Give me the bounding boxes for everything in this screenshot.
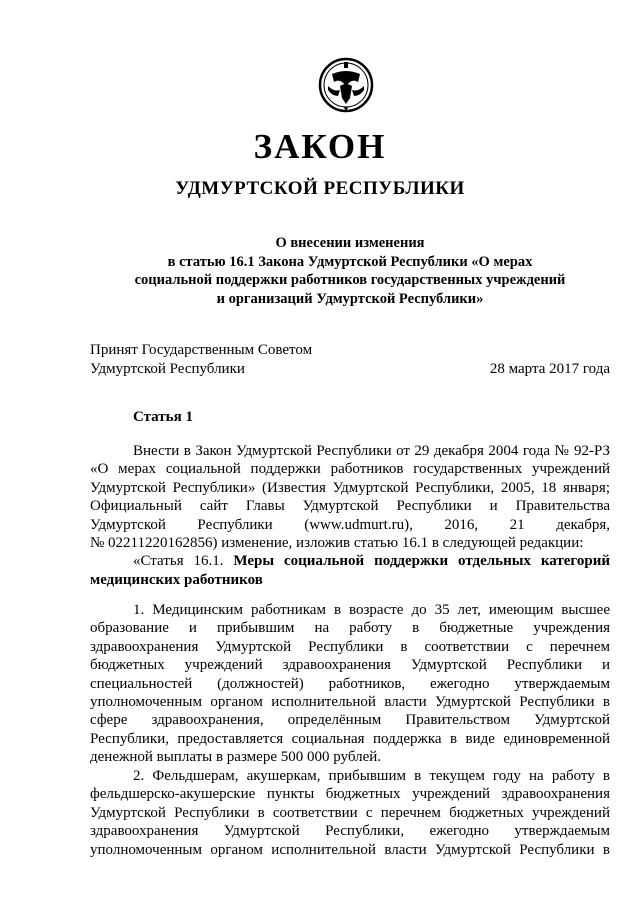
text-line: Внести в Закон Удмуртской Республики от 29 декабря 2004 года № 92-РЗ xyxy=(133,443,610,459)
quoted-article-title xyxy=(90,552,610,570)
coat-of-arms-emblem xyxy=(318,52,374,118)
text-line: Республики, предоставляется социальная поддержка в виде единовременной xyxy=(90,730,610,747)
quoted-article-title-part1: Меры социальной поддержки отдельных категорий xyxy=(233,553,610,570)
text-line: Официальный сайт Главы Удмуртской Республики и Правительства xyxy=(90,498,610,515)
text-line: Удмуртской Республики» (Известия Удмуртской Республики, 2005, 18 января; xyxy=(90,479,610,496)
heading-line: и организаций Удмуртской Республики» xyxy=(216,290,484,307)
text-line: здравоохранения Удмуртской Республики, ежегодно утверждаемым xyxy=(90,823,610,840)
text-line: 2. Фельдшерам, акушеркам, прибывшим в текущем году на работу в xyxy=(133,768,610,784)
adopted-by-line: Принят Государственным Советом xyxy=(90,342,313,358)
text-line: образование и прибывшим на работу в бюджетные учреждения xyxy=(90,620,610,637)
heading-line: социальной поддержки работников государственных учреждений xyxy=(134,272,566,288)
text-line: денежной выплаты в размере 500 000 рублей. xyxy=(90,749,382,766)
text-line: специальностей (должностей) работников, ежегодно утверждаемым xyxy=(90,675,610,692)
article-title: Статья 1 xyxy=(133,409,193,425)
heading-line: в статью 16.1 Закона Удмуртской Республики «О мерах xyxy=(167,253,533,270)
text-line: здравоохранения Удмуртской Республики в соответствии с перечнем xyxy=(90,638,610,655)
paragraph-2 xyxy=(90,767,610,859)
text-line: 1. Медицинским работникам в возрасте до 35 лет, имеющим высшее xyxy=(133,602,610,618)
text-line: фельдшерско-акушерские пункты бюджетных учреждений здравоохранения xyxy=(90,786,610,803)
adoption-date: 28 марта 2017 года xyxy=(489,360,610,377)
adopted-by-line: Удмуртской Республики xyxy=(90,360,245,377)
text-line: уполномоченным органом исполнительной власти Удмуртской Республики в xyxy=(90,841,610,858)
paragraph-1 xyxy=(90,601,610,767)
quoted-article-title-part2: медицинских работников xyxy=(90,571,263,588)
document-subtitle: УДМУРТСКОЙ РЕСПУБЛИКИ xyxy=(175,178,465,199)
text-line: Удмуртской Республики в соответствии с перечнем бюджетных учреждений xyxy=(90,804,610,821)
adoption-block xyxy=(90,341,610,378)
document-title: ЗАКОН xyxy=(253,127,387,166)
text-line: уполномоченным органом исполнительной власти Удмуртской Республики в xyxy=(90,693,610,710)
intro-paragraph xyxy=(90,442,610,589)
law-heading xyxy=(60,234,640,308)
heading-line: О внесении изменения xyxy=(275,235,425,251)
quoted-article-prefix: «Статья 16.1. xyxy=(133,553,224,570)
text-line: Удмуртской Республики (www.udmurt.ru), 2016, 21 декабря, xyxy=(90,516,610,533)
text-line: сфере здравоохранения, определённым Правительством Удмуртской xyxy=(90,712,610,729)
text-line: бюджетных учреждений здравоохранения Удмуртской Республики и xyxy=(90,657,610,674)
text-line: «О мерах социальной поддержки работников государственных учреждений xyxy=(90,461,610,478)
text-line: № 02211220162856) изменение, изложив статью 16.1 в следующей редакции: xyxy=(90,534,584,551)
